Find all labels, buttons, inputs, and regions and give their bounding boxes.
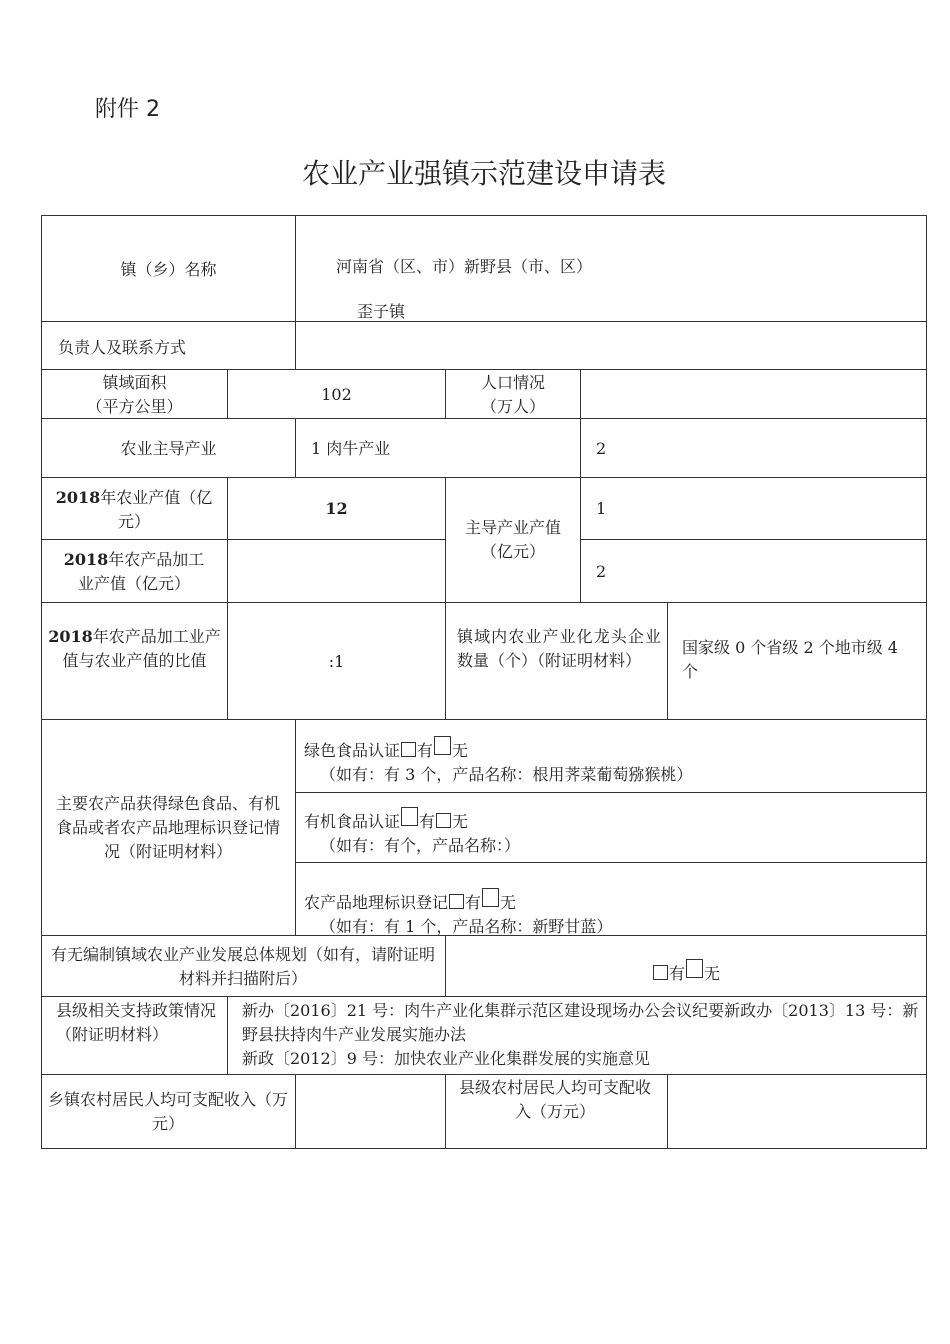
processing-output-label [58,548,210,596]
area-label [42,371,227,419]
population-label-line1: 人口情况 [480,373,545,392]
county-income-value[interactable] [668,1075,926,1148]
organic-food-cert [304,807,924,858]
leading-output-label-line1: 主导产业产值 [464,518,561,537]
ratio-year: 2018 [48,627,93,646]
organic-yes-label: 有 [419,812,436,831]
row-divider [41,602,927,603]
enterprise-value[interactable]: 国家级 0 个省级 2 个地市级 4 个 [682,638,898,681]
green-food-cert [304,736,924,787]
attachment-label: 附件 2 [95,97,160,122]
area-label-line2: （平方公里） [86,397,183,416]
agri-output-label [48,486,220,534]
organic-food-prefix: 有机食品认证 [304,812,401,831]
column-divider [580,477,581,603]
contact-field[interactable] [296,322,926,369]
certification-label: 主要农产品获得绿色食品、有机食品或者农产品地理标识登记情况（附证明材料） [55,794,280,861]
column-divider [667,602,668,720]
population-value[interactable] [581,370,926,418]
development-plan-label: 有无编制镇域农业产业发展总体规划（如有，请附证明材料并扫描附后） [50,945,435,988]
agri-output-label-text: 年农业产值（亿元） [100,488,213,531]
green-no-label: 无 [452,741,469,760]
processing-output-value[interactable] [228,540,445,602]
main-industry-2[interactable]: 2 [596,439,607,458]
agri-output-value[interactable]: 12 [325,499,348,518]
row-divider [41,996,927,997]
processing-output-year: 2018 [63,550,109,569]
town-name-region[interactable]: 河南省（区、市）新野县（市、区） [336,257,593,276]
processing-output-label-text: 年农产品加工业产值（亿元） [77,550,205,593]
policy-text-2: 新政〔2012〕9 号：加快农业产业化集群发展的实施意见 [242,1049,650,1068]
geo-indication-cert [304,888,924,939]
ratio-value[interactable]: :1 [328,652,345,671]
policy-text-1: 新办〔2016〕21 号：肉牛产业化集群示范区建设现场办公会议纪要新政办〔2013〕13 号：新野县扶持肉牛产业发展实施办法 [242,1001,919,1044]
geo-indication-prefix: 农产品地理标识登记 [304,893,449,912]
leading-output-1[interactable]: 1 [596,499,607,518]
population-label [446,371,580,419]
table-border-top [41,215,927,216]
organic-no-checkbox[interactable] [436,813,451,828]
column-divider [295,719,296,936]
leading-output-label [446,516,580,564]
green-no-checkbox[interactable] [434,736,451,755]
plan-no-checkbox[interactable] [686,959,703,978]
row-divider [296,792,927,793]
population-label-line2: （万人） [480,397,545,416]
geo-indication-detail[interactable]: （如有：有 1 个，产品名称：新野甘蓝） [320,917,613,936]
table-border-left [41,215,42,1149]
row-divider [41,719,927,720]
agri-output-year: 2018 [55,488,101,507]
geo-yes-checkbox[interactable] [449,894,464,909]
row-divider [41,477,927,478]
column-divider [295,418,296,478]
development-plan-options [446,959,926,986]
town-income-value[interactable] [296,1075,445,1148]
column-divider [227,996,228,1075]
green-food-prefix: 绿色食品认证 [304,741,401,760]
area-value[interactable]: 102 [321,385,352,404]
ratio-label [46,625,223,673]
organic-food-detail[interactable]: （如有：有个，产品名称：） [320,836,521,855]
row-divider [580,539,927,540]
enterprise-label: 镇域内农业产业化龙头企业数量（个）（附证明材料） [457,627,661,670]
main-industry-1[interactable]: 1 肉牛产业 [311,439,391,458]
plan-yes-checkbox[interactable] [653,965,668,980]
town-name-label: 镇（乡）名称 [120,260,217,279]
row-divider [296,862,927,863]
column-divider [580,418,581,478]
organic-yes-checkbox[interactable] [401,807,418,826]
ratio-label-text: 年农产品加工业产值与农业产值的比值 [62,627,221,670]
policy-text[interactable] [242,999,920,1071]
organic-no-label: 无 [452,812,469,831]
county-income-label: 县级农村居民人均可支配收入（万元） [458,1078,651,1121]
table-border-bottom [41,1148,927,1149]
policy-label: 县级相关支持政策情况（附证明材料） [56,1001,217,1044]
green-yes-checkbox[interactable] [401,742,416,757]
geo-no-label: 无 [500,893,517,912]
geo-no-checkbox[interactable] [482,888,499,907]
leading-output-label-line2: （亿元） [480,542,545,561]
column-divider [445,1074,446,1149]
form-title: 农业产业强镇示范建设申请表 [301,157,666,190]
plan-yes-label: 有 [668,964,685,983]
main-industry-label: 农业主导产业 [120,439,217,458]
contact-label: 负责人及联系方式 [58,338,187,357]
leading-output-2[interactable]: 2 [596,562,607,581]
town-income-label: 乡镇农村居民人均可支配收入（万元） [48,1090,289,1133]
green-food-detail[interactable]: （如有：有 3 个，产品名称：根用荠菜葡萄猕猴桃） [320,765,693,784]
geo-yes-label: 有 [465,893,482,912]
area-label-line1: 镇域面积 [102,373,167,392]
table-border-right [926,215,927,1149]
town-name-value[interactable]: 歪子镇 [357,302,406,321]
plan-no-label: 无 [704,964,721,983]
green-yes-label: 有 [417,741,434,760]
column-divider [445,477,446,720]
